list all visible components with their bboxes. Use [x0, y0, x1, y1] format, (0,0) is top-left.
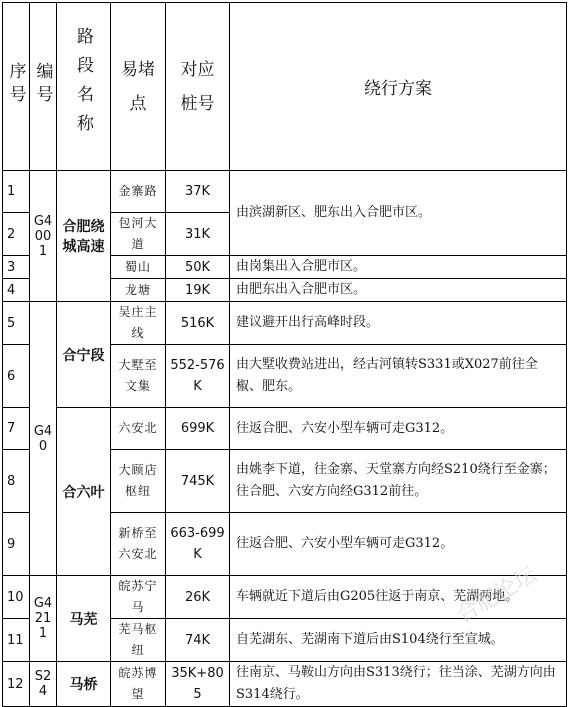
detour-plan: 由姚李下道，往金寨、天堂寨方向经S210绕行至金寨；往合肥、六安方向经G312前往。	[230, 450, 567, 513]
congestion-spot: 芜马枢纽	[111, 619, 166, 662]
header-road: 路段名称	[57, 3, 111, 171]
congestion-spot: 龙塘	[111, 279, 166, 302]
detour-plan: 往南京、马鞍山方向由S313绕行；往当涂、芜湖方向由S314绕行。	[230, 662, 567, 707]
detour-plan: 建议避开出行高峰时段。	[230, 302, 567, 345]
header-index: 序号	[3, 3, 30, 171]
congestion-spot: 新桥至六安北	[111, 513, 166, 576]
row-index: 3	[3, 256, 30, 279]
header-code: 编号	[30, 3, 57, 171]
road-code: S24	[30, 662, 57, 707]
table-row	[3, 171, 567, 213]
stake-number: 663-699K	[166, 513, 230, 576]
stake-number: 745K	[166, 450, 230, 513]
table-row	[3, 662, 567, 707]
detour-plan: 自芜湖东、芜湖南下道后由S104绕行至宣城。	[230, 619, 567, 662]
congestion-spot: 大顾店枢纽	[111, 450, 166, 513]
header-spot: 易堵点	[111, 3, 166, 171]
header-stake: 对应桩号	[166, 3, 230, 171]
stake-number: 35K+805	[166, 662, 230, 707]
row-index: 7	[3, 408, 30, 450]
detour-plan: 车辆就近下道后由G205往返于南京、芜湖两地。	[230, 576, 567, 619]
congestion-spot: 皖苏博望	[111, 662, 166, 707]
row-index: 8	[3, 450, 30, 513]
header-plan: 绕行方案	[230, 3, 567, 171]
stake-number: 37K	[166, 171, 230, 213]
congestion-spot: 吴庄主线	[111, 302, 166, 345]
row-index: 6	[3, 345, 30, 408]
road-name: 合肥绕城高速	[57, 171, 111, 302]
row-index: 2	[3, 213, 30, 256]
table-row	[3, 408, 567, 450]
congestion-spot: 金寨路	[111, 171, 166, 213]
stake-number: 74K	[166, 619, 230, 662]
stake-number: 19K	[166, 279, 230, 302]
road-name: 合宁段	[57, 302, 111, 408]
congestion-spot: 六安北	[111, 408, 166, 450]
congestion-spot: 蜀山	[111, 256, 166, 279]
table-header-row	[3, 3, 567, 171]
congestion-spot: 大墅至文集	[111, 345, 166, 408]
table-row	[3, 302, 567, 345]
row-index: 9	[3, 513, 30, 576]
row-index: 12	[3, 662, 30, 707]
stake-number: 516K	[166, 302, 230, 345]
stake-number: 31K	[166, 213, 230, 256]
congestion-spot: 皖苏宁马	[111, 576, 166, 619]
detour-plan: 往返合肥、六安小型车辆可走G312。	[230, 513, 567, 576]
stake-number: 50K	[166, 256, 230, 279]
stake-number: 552-576K	[166, 345, 230, 408]
detour-plan: 由滨湖新区、肥东出入合肥市区。	[230, 171, 567, 256]
stake-number: 699K	[166, 408, 230, 450]
watermark: 合肥论坛	[452, 562, 542, 629]
row-index: 4	[3, 279, 30, 302]
detour-plan: 由肥东出入合肥市区。	[230, 279, 567, 302]
road-code: G4211	[30, 576, 57, 662]
row-index: 11	[3, 619, 30, 662]
road-name: 马桥	[57, 662, 111, 707]
row-index: 5	[3, 302, 30, 345]
detour-plan: 往返合肥、六安小型车辆可走G312。	[230, 408, 567, 450]
detour-plan: 由岗集出入合肥市区。	[230, 256, 567, 279]
detour-plan: 由大墅收费站进出，经古河镇转S331或X027前往全椒、肥东。	[230, 345, 567, 408]
congestion-spot: 包河大道	[111, 213, 166, 256]
row-index: 10	[3, 576, 30, 619]
road-name: 马芜	[57, 576, 111, 662]
road-code: G40	[30, 302, 57, 576]
road-code: G4001	[30, 171, 57, 302]
road-name: 合六叶	[57, 408, 111, 576]
row-index: 1	[3, 171, 30, 213]
stake-number: 26K	[166, 576, 230, 619]
